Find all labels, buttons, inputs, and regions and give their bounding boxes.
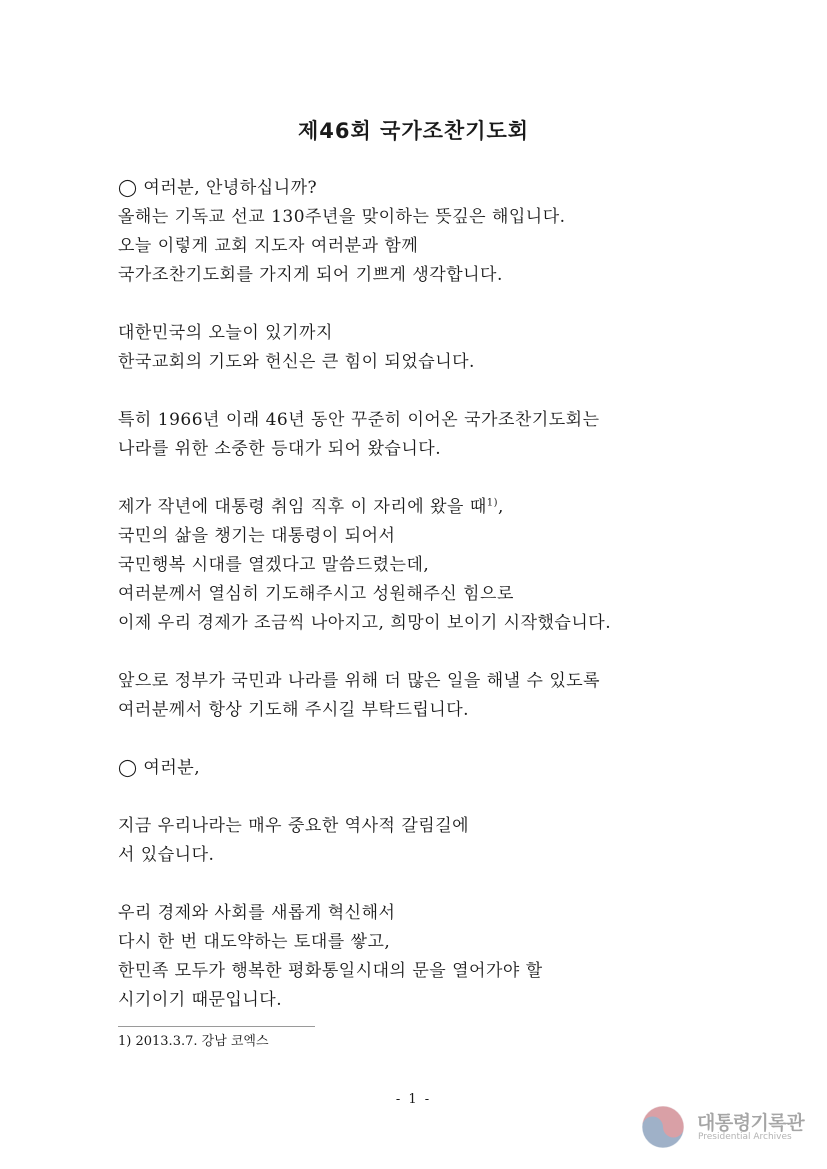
body-line: 여러분께서 항상 기도해 주시길 부탁드립니다. <box>118 700 470 720</box>
document-title: 제46회 국가조찬기도회 <box>297 119 530 143</box>
presidential-archives-logo <box>640 1104 805 1152</box>
footnote-divider <box>118 1026 315 1027</box>
body-line: ◯ 여러분, 안녕하십니까? <box>118 178 318 198</box>
footnote: 1) 2013.3.7. 강남 코엑스 <box>118 1034 269 1049</box>
archives-name-english: Presidential Archives <box>698 1132 792 1142</box>
body-line: ◯ 여러분, <box>118 758 201 778</box>
body-line: 국민행복 시대를 열겠다고 말씀드렸는데, <box>118 555 430 575</box>
body-line: 대한민국의 오늘이 있기까지 <box>118 323 333 343</box>
archives-name-korean: 대통령기록관 <box>697 1112 805 1134</box>
footnote-reference: 1) <box>486 497 499 509</box>
body-line: 여러분께서 열심히 기도해주시고 성원해주신 힘으로 <box>118 584 514 604</box>
body-line-text: 제가 작년에 대통령 취임 직후 이 자리에 왔을 때 <box>118 497 487 517</box>
body-line: 우리 경제와 사회를 새롭게 혁신해서 <box>118 903 396 923</box>
body-line: 국민의 삶을 챙기는 대통령이 되어서 <box>118 526 396 546</box>
footnote-reference-suffix: , <box>498 497 504 517</box>
body-line: 나라를 위한 소중한 등대가 되어 왔습니다. <box>118 439 442 459</box>
body-line: 시기이기 때문입니다. <box>118 990 283 1010</box>
page-number: - 1 - <box>395 1092 432 1107</box>
body-line-with-footnote <box>118 496 504 518</box>
body-line: 앞으로 정부가 국민과 나라를 위해 더 많은 일을 해낼 수 있도록 <box>118 671 601 691</box>
body-line: 올해는 기독교 선교 130주년을 맞이하는 뜻깊은 해입니다. <box>118 207 566 227</box>
body-line: 국가조찬기도회를 가지게 되어 기쁘게 생각합니다. <box>118 265 503 285</box>
body-line: 서 있습니다. <box>118 845 215 865</box>
body-line: 다시 한 번 대도약하는 토대를 쌓고, <box>118 932 391 952</box>
body-line: 한국교회의 기도와 헌신은 큰 힘이 되었습니다. <box>118 352 475 372</box>
body-line: 이제 우리 경제가 조금씩 나아지고, 희망이 보이기 시작했습니다. <box>118 613 612 633</box>
body-line: 한민족 모두가 행복한 평화통일시대의 문을 열어가야 할 <box>118 961 543 981</box>
body-line: 특히 1966년 이래 46년 동안 꾸준히 이어온 국가조찬기도회는 <box>118 410 600 430</box>
body-line: 지금 우리나라는 매우 중요한 역사적 갈림길에 <box>118 816 470 836</box>
body-line: 오늘 이렇게 교회 지도자 여러분과 함께 <box>118 236 419 256</box>
archives-emblem-icon <box>640 1104 686 1150</box>
